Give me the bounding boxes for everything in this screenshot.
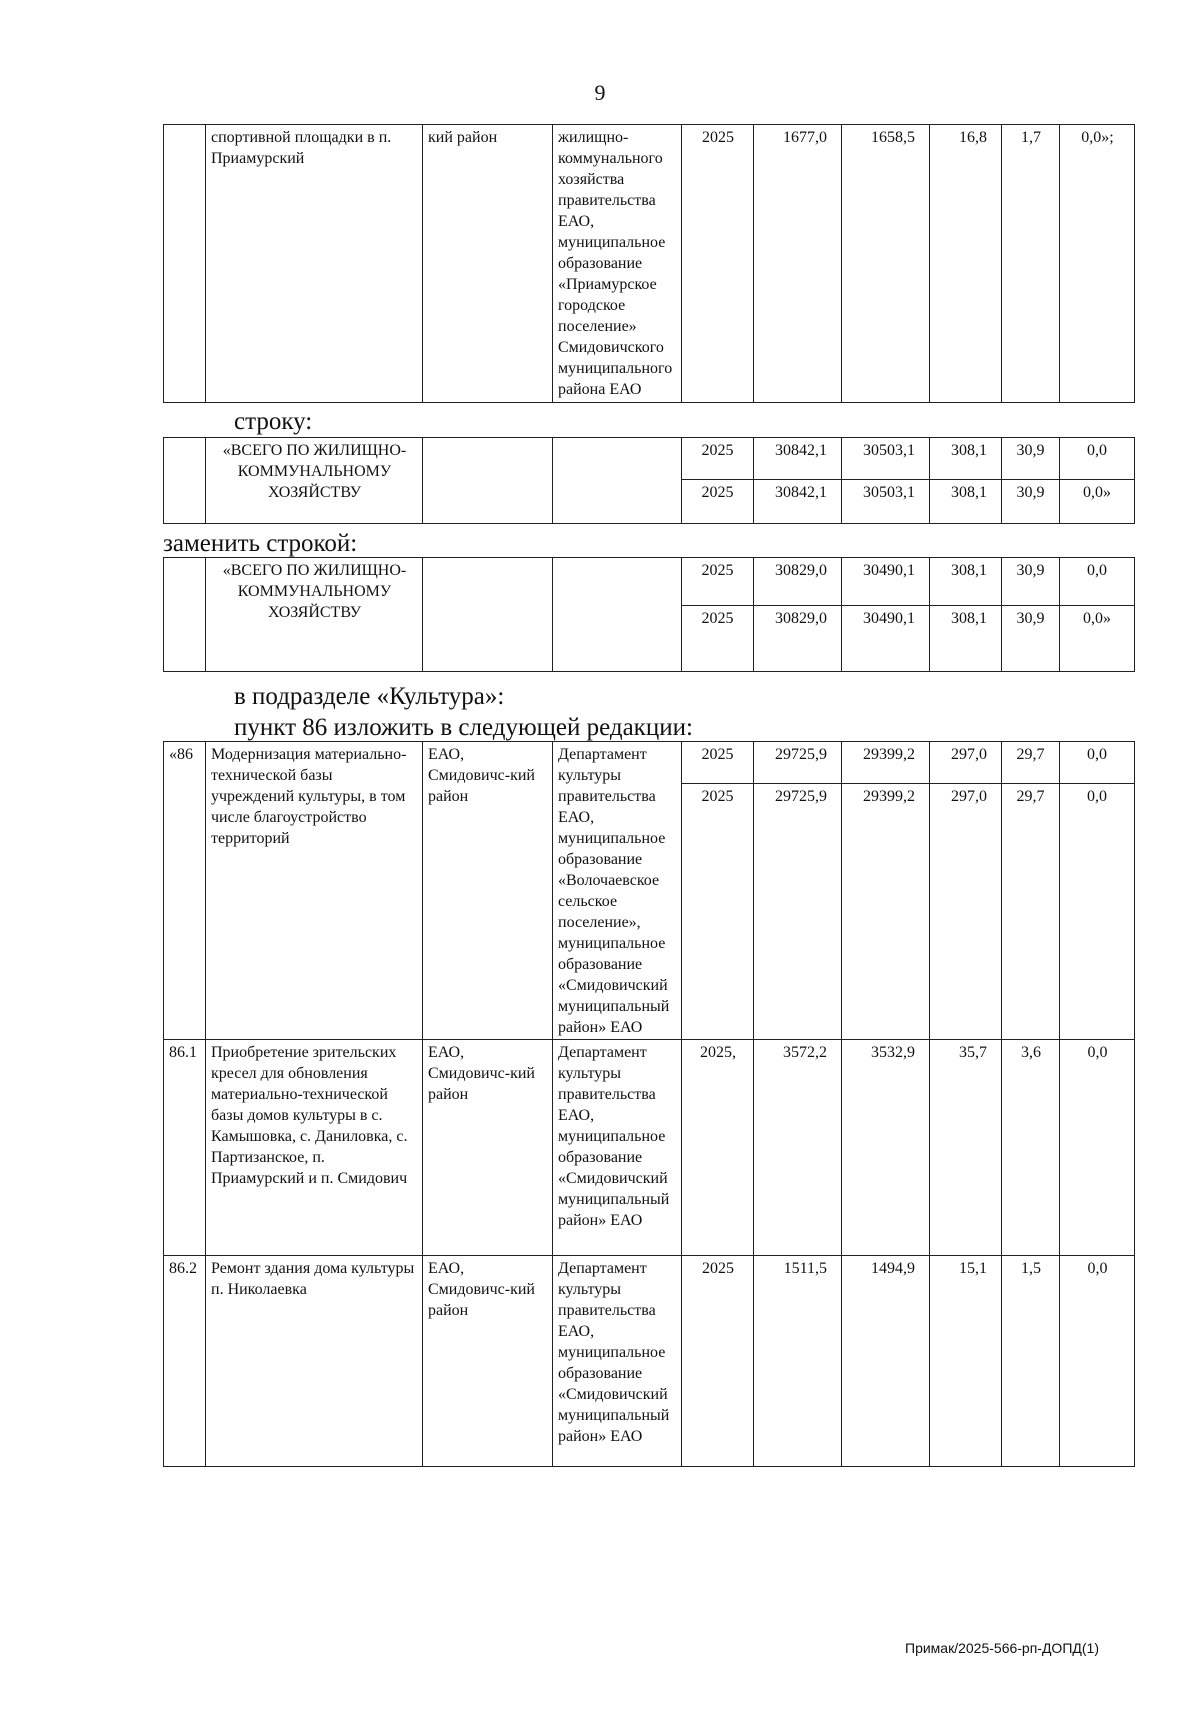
row-location: ЕАО, Смидовичс-кий район	[423, 742, 553, 1040]
municipal-cell: 29,7	[1016, 788, 1045, 805]
other-cell: 0,0	[1060, 742, 1134, 784]
total-cell: 29725,9	[754, 742, 841, 784]
table-row	[164, 558, 1135, 672]
row-location: кий район	[423, 125, 553, 403]
federal-cell: 29399,2	[842, 742, 929, 784]
row-municipal: 1,7	[1002, 125, 1060, 403]
document-footer-code: Примак/2025-566-рп-ДОПД(1)	[905, 1640, 1099, 1656]
federal-cell: 30490,1	[842, 558, 929, 606]
row-total: 1677,0	[754, 125, 842, 403]
federal-cell: 30503,1	[842, 438, 929, 480]
row-name: Приобретение зрительских кресел для обновления материально-технической базы домов культуры в с. Камышовка, с. Даниловка, с. Партизанское, п. Приамурский и п. Смидович	[206, 1040, 423, 1256]
row-total: 3572,2	[754, 1040, 842, 1256]
other-cell: 0,0	[1087, 788, 1107, 805]
row-name: спортивной площадки в п. Приамурский	[206, 125, 423, 403]
row-federal: 1494,9	[842, 1256, 930, 1467]
other-cell: 0,0	[1060, 558, 1134, 606]
row-location: ЕАО, Смидовичс-кий район	[423, 1040, 553, 1256]
row-other: 0,0	[1060, 1040, 1135, 1256]
row-executor: Департамент культуры правительства ЕАО, муниципальное образование «Смидовичский муниципальный район» ЕАО	[553, 1040, 682, 1256]
year-cell: 2025	[682, 438, 753, 480]
row-other: 0,0»;	[1060, 125, 1135, 403]
table-continuation	[163, 124, 1135, 403]
other-cell: 0,0»	[1083, 610, 1111, 627]
row-regional: 15,1	[930, 1256, 1002, 1467]
table-row	[164, 125, 1135, 403]
row-executor: Департамент культуры правительства ЕАО, муниципальное образование «Волочаевское сельское поселение», муниципальное образование «Смидовичский муниципальный район» ЕАО	[553, 742, 682, 1040]
row-total: 1511,5	[754, 1256, 842, 1467]
table-total-new	[163, 557, 1135, 672]
row-year: 2025	[682, 125, 754, 403]
year-cell: 2025	[701, 484, 734, 501]
total-cell: 30829,0	[754, 558, 841, 606]
other-cell: 0,0	[1060, 438, 1134, 480]
table-culture	[163, 741, 1135, 1467]
row-number: 86.1	[164, 1040, 206, 1256]
page-number: 9	[594, 80, 606, 105]
regional-cell: 308,1	[951, 610, 987, 627]
row-year: 2025	[682, 1256, 754, 1467]
heading-row: строку:	[234, 408, 313, 435]
row-executor: жилищно-коммунального хозяйства правительства ЕАО, муниципальное образование «Приамурское городское поселение» Смидовичского муниципального района ЕАО	[553, 125, 682, 403]
row-other: 0,0	[1060, 1256, 1135, 1467]
regional-cell: 308,1	[930, 438, 1001, 480]
federal-cell: 29399,2	[863, 788, 915, 805]
row-regional: 16,8	[930, 125, 1002, 403]
row-executor: Департамент культуры правительства ЕАО, муниципальное образование «Смидовичский муниципальный район» ЕАО	[553, 1256, 682, 1467]
regional-cell: 297,0	[930, 742, 1001, 784]
regional-cell: 308,1	[930, 558, 1001, 606]
total-label: «ВСЕГО ПО ЖИЛИЩНО-КОММУНАЛЬНОМУ ХОЗЯЙСТВУ	[206, 438, 423, 524]
row-regional: 35,7	[930, 1040, 1002, 1256]
year-cell: 2025	[701, 788, 734, 805]
federal-cell: 30490,1	[863, 610, 915, 627]
municipal-cell: 30,9	[1002, 438, 1059, 480]
table-row	[164, 1040, 1135, 1256]
regional-cell: 297,0	[951, 788, 987, 805]
federal-cell: 30503,1	[863, 484, 915, 501]
row-name: Модернизация материально-технической базы учреждений культуры, в том числе благоустройство территорий	[206, 742, 423, 1040]
regional-cell: 308,1	[951, 484, 987, 501]
total-cell: 30842,1	[775, 484, 827, 501]
row-name: Ремонт здания дома культуры п. Николаевка	[206, 1256, 423, 1467]
heading-replace: заменить строкой:	[163, 530, 358, 557]
row-number: 86.2	[164, 1256, 206, 1467]
year-cell: 2025	[682, 558, 753, 606]
municipal-cell: 30,9	[1016, 610, 1045, 627]
table-row	[164, 438, 1135, 524]
row-location: ЕАО, Смидовичс-кий район	[423, 1256, 553, 1467]
table-row	[164, 742, 1135, 1040]
total-label: «ВСЕГО ПО ЖИЛИЩНО-КОММУНАЛЬНОМУ ХОЗЯЙСТВУ	[206, 558, 423, 672]
municipal-cell: 30,9	[1016, 484, 1045, 501]
heading-item: пункт 86 изложить в следующей редакции:	[234, 714, 693, 741]
row-municipal: 3,6	[1002, 1040, 1060, 1256]
total-cell: 30829,0	[775, 610, 827, 627]
table-row	[164, 1256, 1135, 1467]
table-total-old	[163, 437, 1135, 524]
total-cell: 30842,1	[754, 438, 841, 480]
municipal-cell: 30,9	[1002, 558, 1059, 606]
year-cell: 2025	[682, 742, 753, 784]
row-number: «86	[164, 742, 206, 1040]
row-municipal: 1,5	[1002, 1256, 1060, 1467]
row-year: 2025,	[682, 1040, 754, 1256]
row-federal: 1658,5	[842, 125, 930, 403]
municipal-cell: 29,7	[1002, 742, 1059, 784]
other-cell: 0,0»	[1083, 484, 1111, 501]
row-number	[164, 125, 206, 403]
year-cell: 2025	[701, 610, 734, 627]
row-federal: 3532,9	[842, 1040, 930, 1256]
total-cell: 29725,9	[775, 788, 827, 805]
heading-section: в подразделе «Культура»:	[234, 683, 505, 710]
